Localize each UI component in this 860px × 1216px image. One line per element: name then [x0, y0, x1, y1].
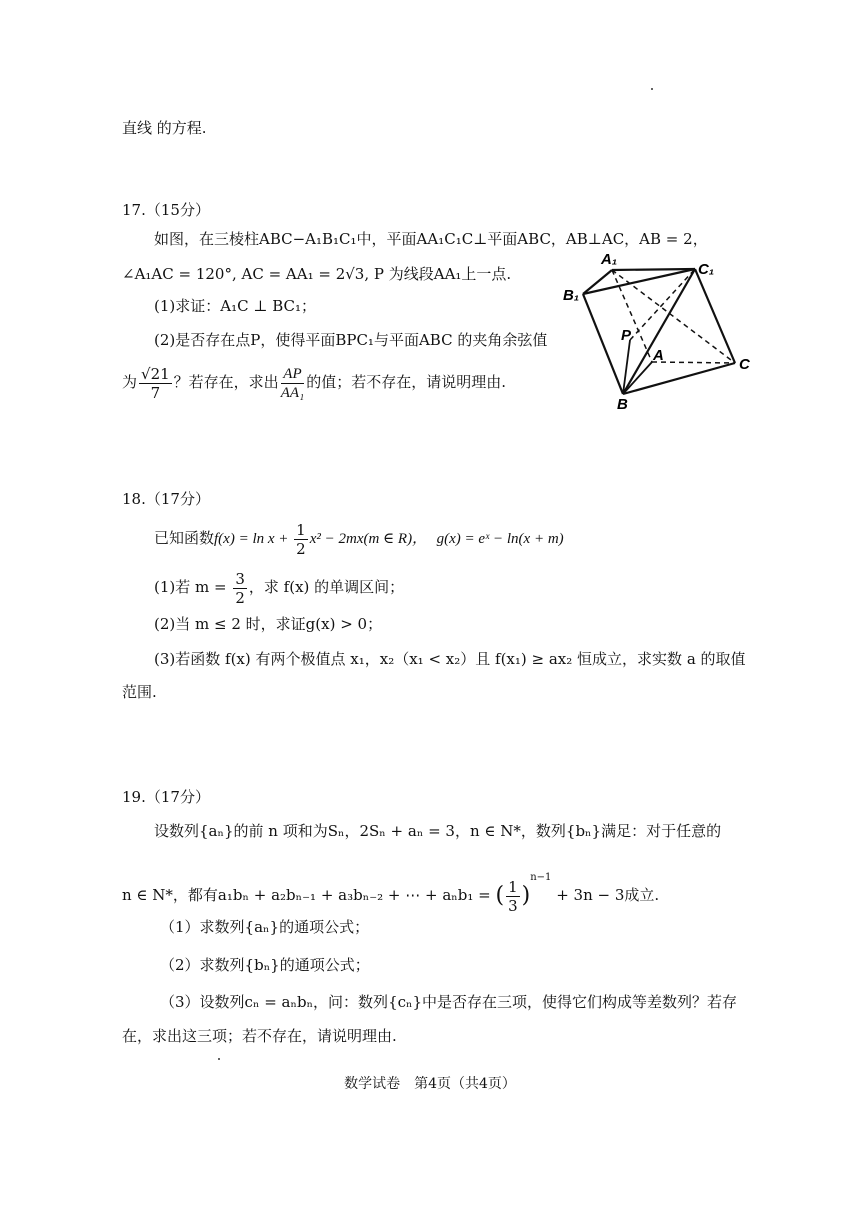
q18-f-definition-tail: x² − 2mx(m ∈ R)，	[309, 531, 428, 547]
q18-part1-pre: (1)若 m =	[154, 578, 232, 596]
q19-frac-denominator: 3	[508, 896, 518, 915]
q18-frac-numerator: 3	[235, 569, 245, 588]
q19-part3: （3）设数列cₙ = aₙbₙ，问：数列{cₙ}中是否存在三项，使得它们构成等差数列？若存	[160, 993, 738, 1011]
q18-number: 18.（17分）	[122, 490, 210, 508]
label-c: C	[739, 356, 750, 373]
edge-p-c1	[630, 269, 695, 340]
page-footer: 数学试卷 第4页（共4页）	[344, 1076, 516, 1092]
q18-part3: (3)若函数 f(x) 有两个极值点 x₁，x₂（x₁ < x₂）且 f(x₁) ≥ ax₂ 恒成立，求实数 a 的取值	[154, 650, 746, 668]
q18-g-definition: g(x) = eˣ − ln(x + m)	[436, 531, 564, 547]
q18-fraction-half	[294, 521, 308, 558]
q18-half-denominator: 2	[296, 539, 306, 558]
q18-part2: (2)当 m ≤ 2 时，求证g(x) > 0；	[154, 615, 383, 633]
q18-part1	[154, 567, 404, 607]
q19-part3-continued: 在，求出这三项；若不存在，请说明理由.	[122, 1027, 397, 1045]
q17-fraction-sqrt21-over-7	[139, 365, 172, 402]
q18-given	[154, 518, 564, 559]
speck-mark	[218, 1058, 220, 1060]
q19-part2: （2）求数列{bₙ}的通项公式；	[160, 956, 370, 974]
q18-frac-denominator: 2	[235, 588, 245, 607]
q17-frac2-numerator: AP	[281, 365, 305, 384]
q19-frac-numerator: 1	[508, 877, 518, 896]
q18-part3-continued: 范围.	[122, 683, 157, 701]
q17-number: 17.（15分）	[122, 201, 210, 219]
q17-part2-pre: 为	[122, 373, 138, 391]
q19-line2-post: + 3n − 3成立.	[556, 886, 660, 904]
edge-a1-c1	[612, 269, 695, 270]
q18-given-pre: 已知函数	[154, 529, 215, 547]
prism-figure	[555, 248, 760, 413]
edge-a-c	[652, 362, 735, 363]
q19-stem-line2: n ∈ N*，都有a₁bₙ + a₂bₙ₋₁ + a₃bₙ₋₂ + ⋯ + aₙb₁ = ( $\frac{1}{3}$ )$^{n-1}$ + 3n − 3成立.	[122, 872, 660, 915]
q19-fraction-one-third	[506, 878, 520, 915]
q17-fraction-ap-over-aa1	[281, 365, 305, 402]
q19-part1: （1）求数列{aₙ}的通项公式；	[160, 918, 370, 936]
q17-stem-line1: 如图，在三棱柱ABC−A₁B₁C₁中，平面AA₁C₁C⊥平面ABC，AB⊥AC，AB = 2，	[154, 230, 708, 248]
q18-part1-post: ，求 f(x) 的单调区间；	[248, 578, 405, 596]
q17-part2-mid: ？若存在，求出	[173, 373, 279, 391]
label-a1: A₁	[601, 251, 618, 268]
speck-mark	[651, 88, 653, 90]
q17-part2-line1: (2)是否存在点P，使得平面BPC₁与平面ABC 的夹角余弦值	[154, 331, 548, 349]
q18-f-definition: f(x) = ln x +	[214, 531, 293, 547]
q19-exponent: n−1	[530, 872, 552, 883]
q19-line2-pre: n ∈ N*，都有a₁bₙ + a₂bₙ₋₁ + a₃bₙ₋₂ + ⋯ + aₙb₁ =	[122, 886, 496, 904]
label-b1: B₁	[563, 287, 580, 304]
q17-part2-post: 的值；若不存在，请说明理由.	[306, 373, 507, 391]
previous-question-tail: 直线 的方程.	[122, 119, 207, 137]
edge-b-c	[623, 363, 735, 394]
q19-stem-line1: 设数列{aₙ}的前 n 项和为Sₙ，2Sₙ + aₙ = 3，n ∈ N*，数列{bₙ}满足：对于任意的	[154, 822, 722, 840]
q19-number: 19.（17分）	[122, 788, 210, 806]
q17-stem-line2: ∠A₁AC = 120°, AC = AA₁ = 2√3, P 为线段AA₁上一点.	[122, 265, 512, 283]
edge-a1-c	[612, 270, 735, 363]
q18-half-numerator: 1	[296, 520, 306, 539]
label-p: P	[621, 327, 632, 344]
q17-frac2-denominator: AA₁	[280, 384, 305, 401]
label-c1: C₁	[698, 261, 715, 278]
q17-frac1-denominator: 7	[150, 383, 161, 402]
edge-b1-b	[583, 294, 623, 394]
label-a: A	[653, 347, 664, 364]
edge-c1-b	[623, 269, 695, 394]
q18-fraction-three-halves	[233, 570, 247, 607]
edge-c1-c	[695, 269, 735, 363]
label-b: B	[617, 396, 628, 413]
q17-frac1-numerator: √21	[141, 364, 170, 383]
q17-part2-line2	[122, 362, 506, 402]
q17-part1: (1)求证：A₁C ⊥ BC₁；	[154, 297, 317, 315]
